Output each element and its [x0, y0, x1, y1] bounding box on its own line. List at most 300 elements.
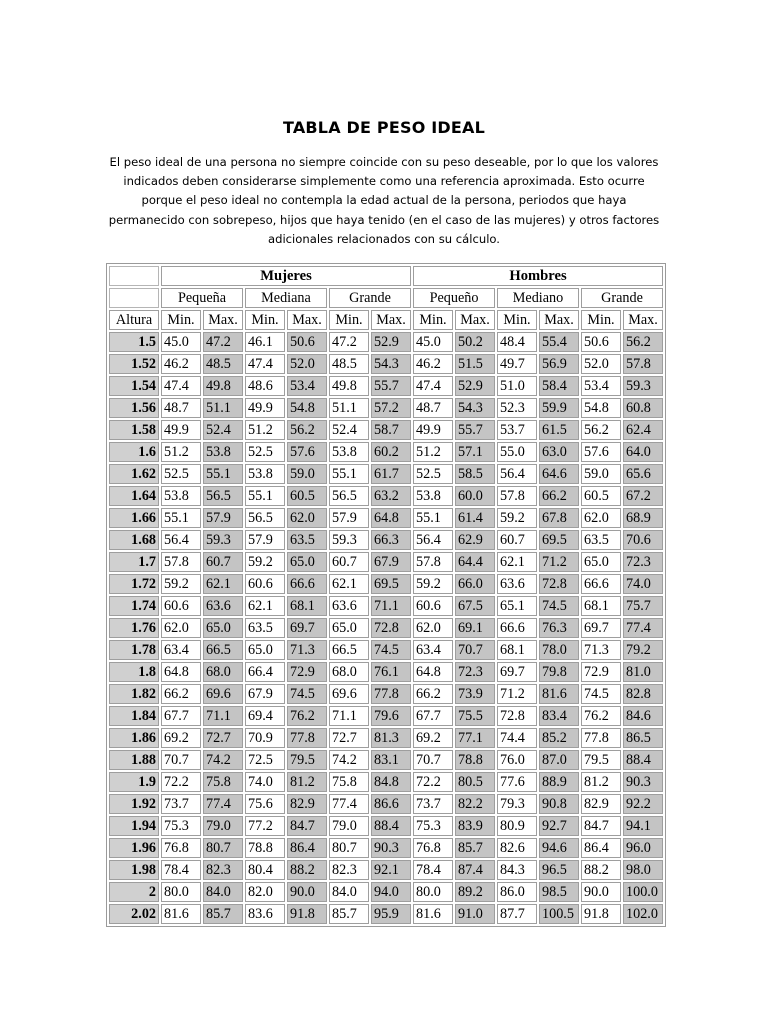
min-weight-cell: 54.8: [581, 398, 621, 418]
height-cell: 1.56: [109, 398, 159, 418]
height-cell: 1.72: [109, 574, 159, 594]
min-weight-cell: 57.9: [245, 530, 285, 550]
min-weight-cell: 64.8: [413, 662, 453, 682]
max-weight-cell: 77.8: [371, 684, 411, 704]
min-weight-cell: 77.6: [497, 772, 537, 792]
max-weight-cell: 67.5: [455, 596, 495, 616]
max-weight-cell: 80.5: [455, 772, 495, 792]
max-weight-cell: 60.8: [623, 398, 663, 418]
min-weight-cell: 64.8: [161, 662, 201, 682]
max-weight-cell: 64.8: [371, 508, 411, 528]
height-cell: 1.96: [109, 838, 159, 858]
min-weight-cell: 81.6: [161, 904, 201, 924]
height-cell: 1.76: [109, 618, 159, 638]
min-weight-cell: 53.4: [581, 376, 621, 396]
min-weight-cell: 51.0: [497, 376, 537, 396]
max-weight-cell: 74.5: [287, 684, 327, 704]
max-weight-cell: 71.1: [371, 596, 411, 616]
max-weight-cell: 56.2: [287, 420, 327, 440]
table-row: [109, 794, 663, 814]
min-weight-cell: 51.2: [245, 420, 285, 440]
max-weight-cell: 60.0: [455, 486, 495, 506]
max-weight-cell: 62.0: [287, 508, 327, 528]
min-weight-cell: 52.4: [329, 420, 369, 440]
min-weight-cell: 45.0: [413, 332, 453, 352]
max-weight-cell: 72.3: [455, 662, 495, 682]
min-weight-cell: 79.5: [581, 750, 621, 770]
max-weight-cell: 68.9: [623, 508, 663, 528]
max-weight-cell: 82.8: [623, 684, 663, 704]
max-weight-cell: 81.2: [287, 772, 327, 792]
min-weight-cell: 45.0: [161, 332, 201, 352]
max-weight-cell: 88.4: [623, 750, 663, 770]
min-weight-cell: 49.9: [245, 398, 285, 418]
min-weight-cell: 55.0: [497, 442, 537, 462]
max-header: Max.: [623, 310, 663, 330]
corner-cell: [109, 288, 159, 308]
max-weight-cell: 56.9: [539, 354, 579, 374]
min-weight-cell: 66.2: [413, 684, 453, 704]
max-weight-cell: 69.7: [287, 618, 327, 638]
max-weight-cell: 102.0: [623, 904, 663, 924]
max-weight-cell: 65.0: [287, 552, 327, 572]
min-weight-cell: 67.7: [161, 706, 201, 726]
min-weight-cell: 76.8: [161, 838, 201, 858]
max-weight-cell: 84.7: [287, 816, 327, 836]
max-weight-cell: 63.2: [371, 486, 411, 506]
max-weight-cell: 86.5: [623, 728, 663, 748]
weight-table: [106, 263, 666, 927]
min-weight-cell: 74.0: [245, 772, 285, 792]
table-row: [109, 486, 663, 506]
min-weight-cell: 57.6: [581, 442, 621, 462]
min-weight-cell: 87.7: [497, 904, 537, 924]
height-cell: 1.68: [109, 530, 159, 550]
max-weight-cell: 91.8: [287, 904, 327, 924]
max-weight-cell: 55.4: [539, 332, 579, 352]
min-weight-cell: 65.0: [245, 640, 285, 660]
min-weight-cell: 60.5: [581, 486, 621, 506]
height-cell: 1.5: [109, 332, 159, 352]
max-weight-cell: 63.5: [287, 530, 327, 550]
min-weight-cell: 60.7: [497, 530, 537, 550]
height-cell: 1.66: [109, 508, 159, 528]
max-weight-cell: 96.0: [623, 838, 663, 858]
max-weight-cell: 50.6: [287, 332, 327, 352]
min-weight-cell: 80.9: [497, 816, 537, 836]
min-weight-cell: 59.2: [161, 574, 201, 594]
document-title: TABLA DE PESO IDEAL: [282, 118, 486, 137]
min-weight-cell: 67.9: [245, 684, 285, 704]
min-weight-cell: 52.5: [245, 442, 285, 462]
max-weight-cell: 60.2: [371, 442, 411, 462]
min-weight-cell: 63.5: [245, 618, 285, 638]
table-row: [109, 816, 663, 836]
min-weight-cell: 82.3: [329, 860, 369, 880]
min-weight-cell: 59.2: [245, 552, 285, 572]
height-cell: 1.62: [109, 464, 159, 484]
max-weight-cell: 70.7: [455, 640, 495, 660]
max-weight-cell: 57.9: [203, 508, 243, 528]
table-row: [109, 750, 663, 770]
max-weight-cell: 58.7: [371, 420, 411, 440]
min-weight-cell: 47.4: [245, 354, 285, 374]
max-weight-cell: 86.4: [287, 838, 327, 858]
max-weight-cell: 72.7: [203, 728, 243, 748]
min-weight-cell: 46.2: [413, 354, 453, 374]
max-weight-cell: 82.3: [203, 860, 243, 880]
max-weight-cell: 92.7: [539, 816, 579, 836]
min-weight-cell: 63.6: [497, 574, 537, 594]
max-weight-cell: 74.5: [539, 596, 579, 616]
min-weight-cell: 59.0: [581, 464, 621, 484]
min-weight-cell: 78.4: [161, 860, 201, 880]
max-weight-cell: 71.3: [287, 640, 327, 660]
min-header: Min.: [581, 310, 621, 330]
height-cell: 1.94: [109, 816, 159, 836]
min-weight-cell: 76.2: [581, 706, 621, 726]
max-weight-cell: 85.2: [539, 728, 579, 748]
max-weight-cell: 90.8: [539, 794, 579, 814]
max-weight-cell: 76.3: [539, 618, 579, 638]
min-weight-cell: 57.8: [497, 486, 537, 506]
max-weight-cell: 64.4: [455, 552, 495, 572]
min-weight-cell: 70.7: [413, 750, 453, 770]
max-weight-cell: 66.5: [203, 640, 243, 660]
max-weight-cell: 66.2: [539, 486, 579, 506]
min-weight-cell: 47.4: [413, 376, 453, 396]
min-weight-cell: 60.6: [245, 574, 285, 594]
max-weight-cell: 90.3: [371, 838, 411, 858]
min-weight-cell: 55.1: [413, 508, 453, 528]
min-weight-cell: 53.8: [161, 486, 201, 506]
min-weight-cell: 82.0: [245, 882, 285, 902]
min-weight-cell: 62.0: [161, 618, 201, 638]
min-weight-cell: 75.3: [413, 816, 453, 836]
min-weight-cell: 72.5: [245, 750, 285, 770]
min-weight-cell: 75.6: [245, 794, 285, 814]
max-weight-cell: 94.6: [539, 838, 579, 858]
size-header: Pequeño: [413, 288, 495, 308]
min-weight-cell: 66.5: [329, 640, 369, 660]
min-weight-cell: 50.6: [581, 332, 621, 352]
min-weight-cell: 72.2: [161, 772, 201, 792]
max-weight-cell: 58.5: [455, 464, 495, 484]
size-header: Grande: [329, 288, 411, 308]
max-weight-cell: 83.9: [455, 816, 495, 836]
min-weight-cell: 68.1: [581, 596, 621, 616]
max-weight-cell: 57.8: [623, 354, 663, 374]
table-row: [109, 530, 663, 550]
max-weight-cell: 95.9: [371, 904, 411, 924]
height-cell: 1.86: [109, 728, 159, 748]
max-weight-cell: 64.0: [623, 442, 663, 462]
intro-line: permanecido con sobrepeso, hijos que haya tenido (en el caso de las mujeres) y otros factores: [108, 212, 660, 227]
min-weight-cell: 80.0: [161, 882, 201, 902]
min-weight-cell: 78.8: [245, 838, 285, 858]
min-weight-cell: 47.4: [161, 376, 201, 396]
min-weight-cell: 90.0: [581, 882, 621, 902]
min-weight-cell: 72.2: [413, 772, 453, 792]
max-weight-cell: 54.3: [455, 398, 495, 418]
min-weight-cell: 72.8: [497, 706, 537, 726]
size-header: Mediano: [497, 288, 579, 308]
max-weight-cell: 100.0: [623, 882, 663, 902]
max-weight-cell: 59.9: [539, 398, 579, 418]
max-weight-cell: 96.5: [539, 860, 579, 880]
max-weight-cell: 87.4: [455, 860, 495, 880]
max-weight-cell: 67.8: [539, 508, 579, 528]
min-weight-cell: 56.4: [161, 530, 201, 550]
size-header: Pequeña: [161, 288, 243, 308]
max-weight-cell: 53.4: [287, 376, 327, 396]
max-weight-cell: 70.6: [623, 530, 663, 550]
height-cell: 1.58: [109, 420, 159, 440]
max-weight-cell: 88.9: [539, 772, 579, 792]
min-weight-cell: 86.4: [581, 838, 621, 858]
max-weight-cell: 52.9: [371, 332, 411, 352]
min-weight-cell: 76.0: [497, 750, 537, 770]
max-weight-cell: 74.0: [623, 574, 663, 594]
min-weight-cell: 71.1: [329, 706, 369, 726]
max-weight-cell: 75.5: [455, 706, 495, 726]
min-weight-cell: 88.2: [581, 860, 621, 880]
max-weight-cell: 72.3: [623, 552, 663, 572]
max-weight-cell: 74.2: [203, 750, 243, 770]
max-weight-cell: 68.0: [203, 662, 243, 682]
max-weight-cell: 83.1: [371, 750, 411, 770]
max-weight-cell: 75.7: [623, 596, 663, 616]
min-weight-cell: 66.2: [161, 684, 201, 704]
min-weight-cell: 49.9: [161, 420, 201, 440]
max-weight-cell: 100.5: [539, 904, 579, 924]
min-weight-cell: 74.4: [497, 728, 537, 748]
min-weight-cell: 75.8: [329, 772, 369, 792]
max-weight-cell: 54.8: [287, 398, 327, 418]
max-weight-cell: 52.4: [203, 420, 243, 440]
min-weight-cell: 49.8: [329, 376, 369, 396]
max-weight-cell: 67.9: [371, 552, 411, 572]
min-weight-cell: 46.1: [245, 332, 285, 352]
max-weight-cell: 81.0: [623, 662, 663, 682]
max-weight-cell: 84.0: [203, 882, 243, 902]
height-cell: 1.54: [109, 376, 159, 396]
max-weight-cell: 74.5: [371, 640, 411, 660]
min-weight-cell: 56.5: [329, 486, 369, 506]
height-cell: 1.74: [109, 596, 159, 616]
min-weight-cell: 72.9: [581, 662, 621, 682]
table-row: [109, 728, 663, 748]
min-weight-cell: 63.5: [581, 530, 621, 550]
max-weight-cell: 78.8: [455, 750, 495, 770]
max-weight-cell: 57.6: [287, 442, 327, 462]
max-weight-cell: 90.3: [623, 772, 663, 792]
max-weight-cell: 71.2: [539, 552, 579, 572]
group-header-mujeres: Mujeres: [161, 266, 411, 286]
min-weight-cell: 60.6: [161, 596, 201, 616]
max-weight-cell: 66.6: [287, 574, 327, 594]
min-weight-cell: 60.7: [329, 552, 369, 572]
min-weight-cell: 70.7: [161, 750, 201, 770]
table-row: [109, 838, 663, 858]
max-weight-cell: 77.8: [287, 728, 327, 748]
min-weight-cell: 62.0: [581, 508, 621, 528]
min-weight-cell: 80.7: [329, 838, 369, 858]
intro-line: adicionales relacionados con su cálculo.: [268, 231, 500, 246]
min-weight-cell: 59.2: [497, 508, 537, 528]
min-weight-cell: 48.7: [413, 398, 453, 418]
max-weight-cell: 52.9: [455, 376, 495, 396]
max-weight-cell: 73.9: [455, 684, 495, 704]
min-weight-cell: 91.8: [581, 904, 621, 924]
max-weight-cell: 75.8: [203, 772, 243, 792]
max-weight-cell: 76.2: [287, 706, 327, 726]
max-weight-cell: 85.7: [455, 838, 495, 858]
max-weight-cell: 85.7: [203, 904, 243, 924]
max-weight-cell: 61.4: [455, 508, 495, 528]
table-row: [109, 596, 663, 616]
max-weight-cell: 71.1: [203, 706, 243, 726]
min-weight-cell: 49.9: [413, 420, 453, 440]
intro-line: El peso ideal de una persona no siempre coincide con su peso deseable, por lo que los valores: [109, 155, 659, 169]
max-weight-cell: 60.7: [203, 552, 243, 572]
max-header: Max.: [287, 310, 327, 330]
max-weight-cell: 56.2: [623, 332, 663, 352]
table-row: [109, 882, 663, 902]
min-weight-cell: 53.8: [245, 464, 285, 484]
corner-cell: [109, 266, 159, 286]
max-weight-cell: 79.0: [203, 816, 243, 836]
size-header: Grande: [581, 288, 663, 308]
height-cell: 1.6: [109, 442, 159, 462]
max-weight-cell: 77.1: [455, 728, 495, 748]
max-weight-cell: 72.8: [539, 574, 579, 594]
max-weight-cell: 58.4: [539, 376, 579, 396]
max-weight-cell: 57.1: [455, 442, 495, 462]
min-weight-cell: 52.0: [581, 354, 621, 374]
max-header: Max.: [455, 310, 495, 330]
min-weight-cell: 48.6: [245, 376, 285, 396]
max-weight-cell: 89.2: [455, 882, 495, 902]
table-row: [109, 508, 663, 528]
min-weight-cell: 65.1: [497, 596, 537, 616]
min-weight-cell: 63.6: [329, 596, 369, 616]
min-weight-cell: 86.0: [497, 882, 537, 902]
max-weight-cell: 68.1: [287, 596, 327, 616]
min-weight-cell: 51.2: [413, 442, 453, 462]
min-weight-cell: 69.2: [413, 728, 453, 748]
max-weight-cell: 59.0: [287, 464, 327, 484]
max-weight-cell: 72.9: [287, 662, 327, 682]
max-weight-cell: 56.5: [203, 486, 243, 506]
min-weight-cell: 84.3: [497, 860, 537, 880]
min-weight-cell: 49.7: [497, 354, 537, 374]
max-weight-cell: 57.2: [371, 398, 411, 418]
max-weight-cell: 80.7: [203, 838, 243, 858]
min-weight-cell: 68.0: [329, 662, 369, 682]
min-weight-cell: 66.6: [581, 574, 621, 594]
min-weight-cell: 59.3: [329, 530, 369, 550]
max-weight-cell: 55.1: [203, 464, 243, 484]
min-weight-cell: 62.1: [497, 552, 537, 572]
min-weight-cell: 47.2: [329, 332, 369, 352]
max-weight-cell: 49.8: [203, 376, 243, 396]
table-row: [109, 706, 663, 726]
min-weight-cell: 77.4: [329, 794, 369, 814]
max-weight-cell: 81.6: [539, 684, 579, 704]
min-weight-cell: 48.5: [329, 354, 369, 374]
table-row: [109, 420, 663, 440]
min-weight-cell: 56.5: [245, 508, 285, 528]
max-weight-cell: 84.6: [623, 706, 663, 726]
max-header: Max.: [371, 310, 411, 330]
min-weight-cell: 81.2: [581, 772, 621, 792]
height-cell: 1.88: [109, 750, 159, 770]
min-weight-cell: 56.4: [497, 464, 537, 484]
height-cell: 1.78: [109, 640, 159, 660]
table-row: [109, 552, 663, 572]
min-weight-cell: 81.6: [413, 904, 453, 924]
table-row: [109, 684, 663, 704]
min-header: Min.: [161, 310, 201, 330]
min-weight-cell: 53.8: [329, 442, 369, 462]
table-row: [109, 442, 663, 462]
max-weight-cell: 78.0: [539, 640, 579, 660]
group-header-hombres: Hombres: [413, 266, 663, 286]
min-weight-cell: 65.0: [581, 552, 621, 572]
min-weight-cell: 69.7: [497, 662, 537, 682]
min-weight-cell: 82.6: [497, 838, 537, 858]
max-weight-cell: 55.7: [371, 376, 411, 396]
min-weight-cell: 74.2: [329, 750, 369, 770]
max-weight-cell: 61.7: [371, 464, 411, 484]
max-weight-cell: 62.9: [455, 530, 495, 550]
min-weight-cell: 71.2: [497, 684, 537, 704]
max-weight-cell: 59.3: [623, 376, 663, 396]
max-weight-cell: 84.8: [371, 772, 411, 792]
min-weight-cell: 57.8: [413, 552, 453, 572]
min-weight-cell: 70.9: [245, 728, 285, 748]
max-weight-cell: 79.6: [371, 706, 411, 726]
max-weight-cell: 63.0: [539, 442, 579, 462]
min-weight-cell: 53.8: [413, 486, 453, 506]
min-weight-cell: 67.7: [413, 706, 453, 726]
min-header: Min.: [413, 310, 453, 330]
max-weight-cell: 92.1: [371, 860, 411, 880]
weight-table-body: [109, 332, 663, 924]
max-weight-cell: 72.8: [371, 618, 411, 638]
table-row: [109, 574, 663, 594]
min-weight-cell: 52.3: [497, 398, 537, 418]
min-weight-cell: 52.5: [161, 464, 201, 484]
height-cell: 1.8: [109, 662, 159, 682]
min-weight-cell: 69.2: [161, 728, 201, 748]
max-weight-cell: 81.3: [371, 728, 411, 748]
min-weight-cell: 76.8: [413, 838, 453, 858]
height-cell: 1.7: [109, 552, 159, 572]
min-weight-cell: 46.2: [161, 354, 201, 374]
min-weight-cell: 56.4: [413, 530, 453, 550]
height-header: Altura: [109, 310, 159, 330]
max-weight-cell: 91.0: [455, 904, 495, 924]
min-weight-cell: 63.4: [413, 640, 453, 660]
min-weight-cell: 55.1: [329, 464, 369, 484]
table-row: [109, 398, 663, 418]
max-weight-cell: 86.6: [371, 794, 411, 814]
min-weight-cell: 65.0: [329, 618, 369, 638]
min-weight-cell: 79.0: [329, 816, 369, 836]
max-weight-cell: 69.5: [371, 574, 411, 594]
